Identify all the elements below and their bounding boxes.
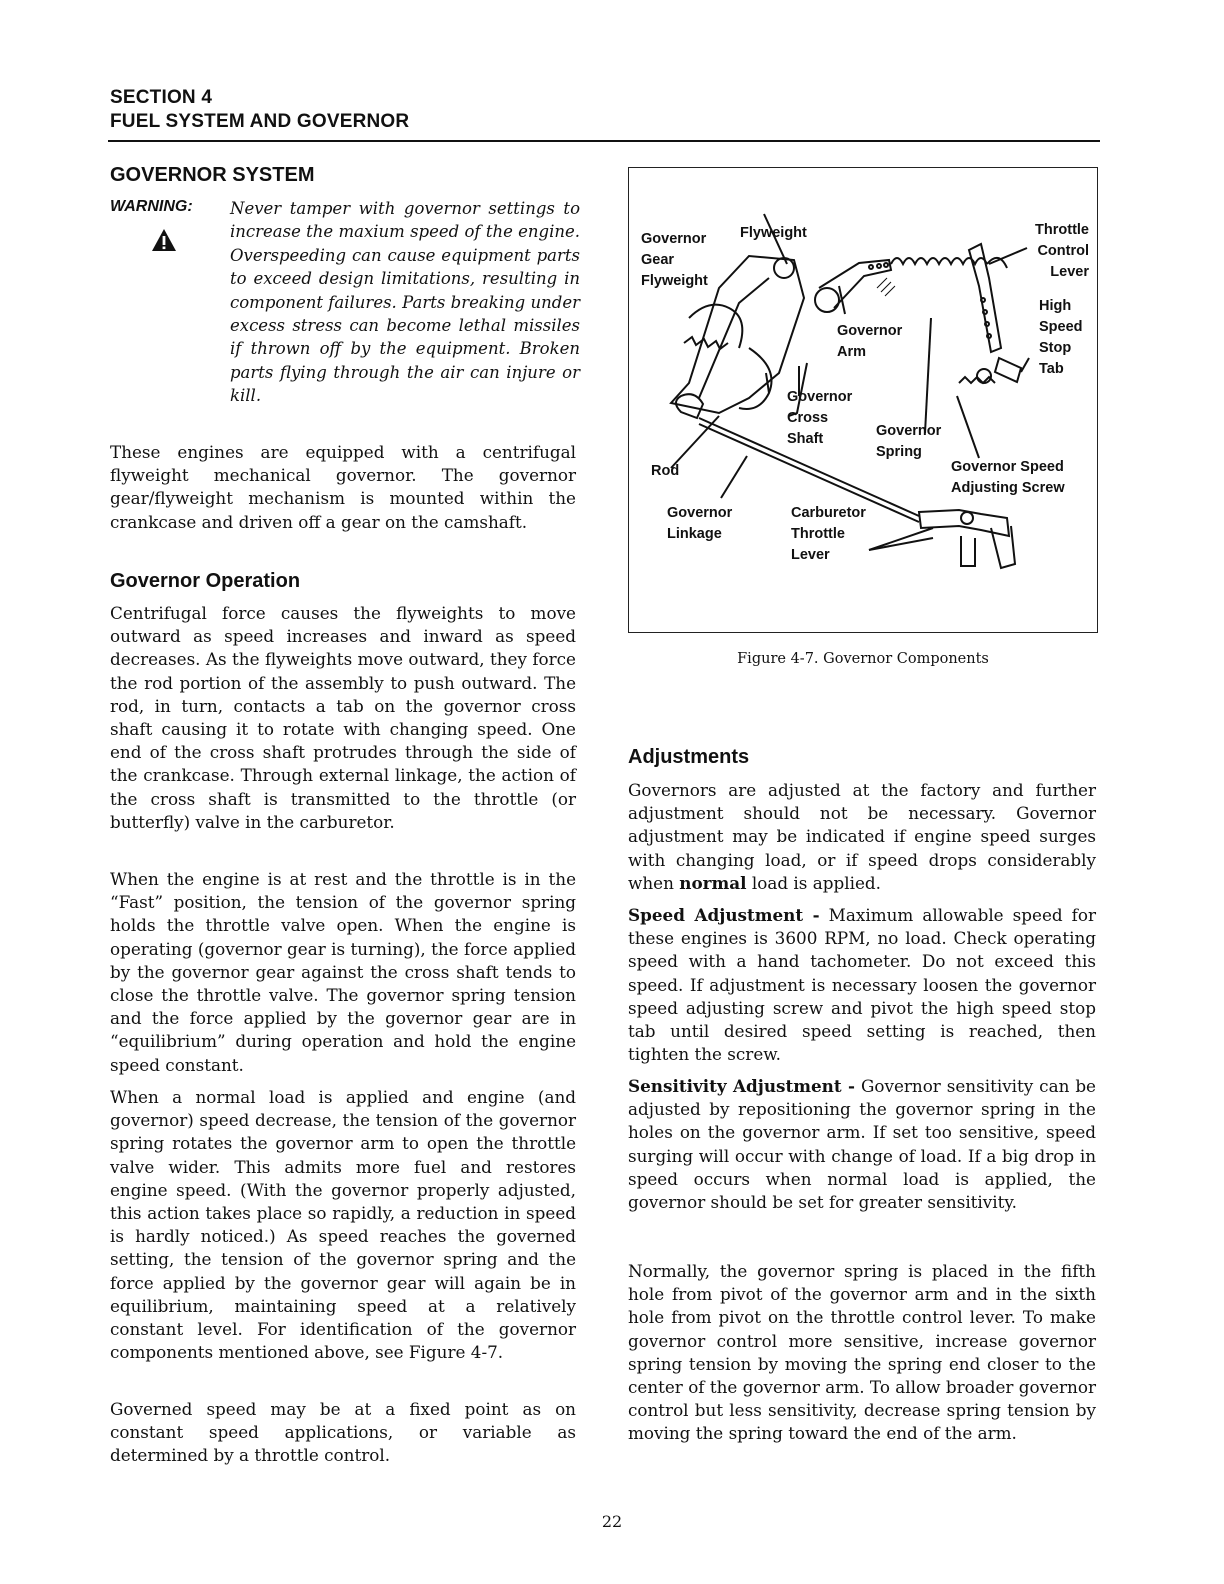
governor-intro-paragraph: These engines are equipped with a centrifugal flyweight mechanical governor. The governor gear/flyweight mechanism is mounted within the crankcase and driven off a gear on the camshaft.	[110, 442, 576, 532]
label-flyweight: Flyweight	[740, 225, 807, 241]
normal-emphasis: normal	[679, 872, 747, 893]
speed-adjustment-label: Speed Adjustment -	[628, 905, 820, 925]
page-number: 22	[601, 1512, 623, 1531]
section-title: FUEL SYSTEM AND GOVERNOR	[110, 111, 410, 132]
operation-paragraph-4: Governed speed may be at a fixed point as on constant speed applications, or variable as determined by a throttle control.	[110, 1399, 576, 1466]
label-governor-arm: Governor Arm	[837, 323, 903, 360]
label-high-speed-stop-tab: High Speed Stop Tab	[1039, 298, 1083, 377]
header-rule	[108, 140, 1100, 142]
figure-4-7	[628, 167, 1098, 633]
speed-adjustment-paragraph: Speed Adjustment - Maximum allowable speed for these engines is 3600 RPM, no load. Check operating speed with a hand tachometer. Do not exceed this speed. If adjustment is necessary loosen the governor speed adjusting screw and pivot the high speed stop tab until desired speed setting is reached, then tighten the screw.	[628, 905, 1096, 1065]
adjustments-heading: Adjustments	[628, 746, 750, 768]
governor-operation-heading: Governor Operation	[110, 570, 301, 592]
spring-placement-paragraph: Normally, the governor spring is placed in the fifth hole from pivot of the governor arm and in the sixth hole from pivot on the throttle control lever. To make governor control more sensitive, increase governor spring tension by moving the spring end closer to the center of the governor arm. To allow broader governor control but less sensitivity, decrease spring tension by moving the spring toward the end of the arm.	[628, 1261, 1096, 1444]
section-header	[110, 86, 409, 134]
operation-paragraph-1: Centrifugal force causes the flyweights to move outward as speed increases and inward as speed decreases. As the flyweights move outward, they force the rod portion of the assembly to push outward. The rod, in turn, contacts a tab on the governor cross shaft causing it to rotate with changing speed. One end of the cross shaft protrudes through the side of the crankcase. Through external linkage, the action of the cross shaft is transmitted to the throttle (or butterfly) valve in the carburetor.	[110, 603, 576, 832]
label-governor-gear-flyweight: Governor Gear Flyweight	[641, 231, 708, 289]
label-carburetor-throttle-lever: Carburetor Throttle Lever	[791, 505, 866, 563]
sensitivity-adjustment-paragraph: Sensitivity Adjustment - Governor sensitivity can be adjusted by repositioning the governor spring in the holes on the governor arm. If set too sensitive, speed surging will occur with change of load. If a big drop in speed occurs when normal load is applied, the governor should be set for greater sensitivity.	[628, 1076, 1096, 1213]
operation-paragraph-2: When the engine is at rest and the throttle is in the “Fast” position, the tension of the governor spring holds the throttle valve open. When the engine is operating (governor gear is turning), the force applied by the governor gear against the cross shaft tends to close the throttle valve. The governor spring tension and the force applied by the governor gear are in “equilibrium” during operation and hold the engine speed constant.	[110, 869, 576, 1075]
label-speed-adjusting-screw: Governor Speed Adjusting Screw	[951, 459, 1065, 496]
governor-system-heading: GOVERNOR SYSTEM	[110, 164, 315, 186]
label-governor-spring: Governor Spring	[876, 423, 942, 460]
warning-label: WARNING:	[110, 198, 193, 215]
warning-triangle-icon	[151, 228, 177, 252]
label-rod: Rod	[651, 463, 680, 479]
label-governor-linkage: Governor Linkage	[667, 505, 733, 542]
figure-caption: Figure 4-7. Governor Components	[737, 651, 989, 667]
label-throttle-control-lever: Throttle Control Lever	[1035, 222, 1089, 280]
section-number: SECTION 4	[110, 87, 213, 108]
adjustments-paragraph-1: Governors are adjusted at the factory and further adjustment should not be necessary. Governor adjustment may be indicated if engine speed surges with changing load, or if speed drops considerably when normal load is applied.	[628, 780, 1096, 893]
sensitivity-adjustment-label: Sensitivity Adjustment -	[628, 1076, 856, 1096]
warning-text: Never tamper with governor settings to increase the maxium speed of the engine. Overspeeding can cause equipment parts to exceed design limitations, resulting in component failures. Parts breaking under excess stress can become lethal missiles if thrown off by the equipment. Broken parts flying through the air can injure or kill.	[230, 199, 580, 406]
operation-paragraph-3: When a normal load is applied and engine (and governor) speed decrease, the tension of the governor spring rotates the governor arm to open the throttle valve wider. This admits more fuel and restores engine speed. (With the governor properly adjusted, this action takes place so rapidly, a reduction in speed is hardly noticed.) As speed reaches the governed setting, the tension of the governor spring and the force applied by the governor gear will again be in equilibrium, maintaining speed at a relatively constant level. For identification of the governor components mentioned above, see Figure 4-7.	[110, 1087, 576, 1363]
label-governor-cross-shaft: Governor Cross Shaft	[787, 389, 853, 447]
